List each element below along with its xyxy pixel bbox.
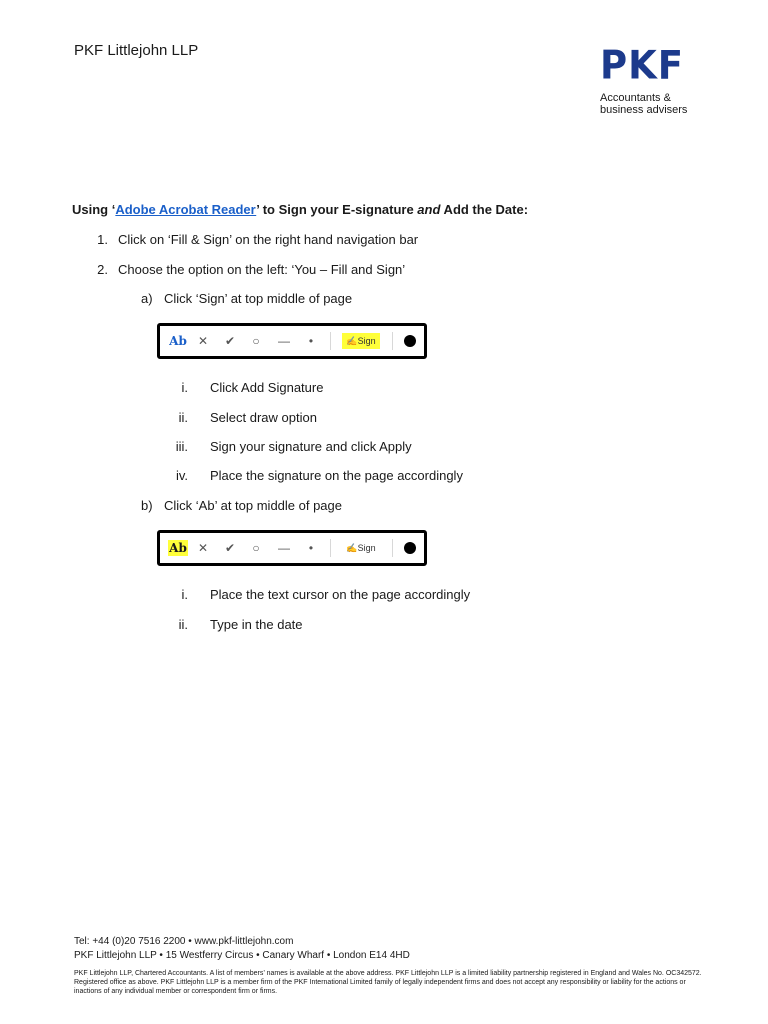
pkf-logo <box>600 42 700 116</box>
step-number: 2. <box>97 262 108 277</box>
small-dot-icon[interactable]: • <box>308 541 314 555</box>
fill-sign-toolbar-text <box>157 530 427 566</box>
item-number: ii. <box>178 410 188 425</box>
substep-text: Click ‘Ab’ at top middle of page <box>164 498 343 513</box>
item-number: i. <box>181 380 188 395</box>
small-dot-icon[interactable]: • <box>308 334 314 348</box>
footer-contact <box>74 935 410 963</box>
heading-prefix: Using ‘ <box>72 202 116 217</box>
color-dot-icon[interactable] <box>404 335 416 347</box>
heading-suffix: Add the Date: <box>440 202 529 217</box>
page-heading <box>72 202 528 217</box>
signature-icon: ✍ <box>346 543 358 553</box>
sign-label: Sign <box>357 543 376 553</box>
substep-label: a) <box>141 291 153 306</box>
item-text: Type in the date <box>210 617 303 632</box>
item-text: Place the signature on the page accordingly <box>210 468 463 483</box>
logo-mark: PKF <box>600 42 685 89</box>
fill-sign-toolbar-sign <box>157 323 427 359</box>
item-text: Select draw option <box>210 410 317 425</box>
text-field-icon[interactable]: Ab <box>169 541 187 555</box>
item-text: Sign your signature and click Apply <box>210 439 412 454</box>
line-icon[interactable]: — <box>278 541 290 555</box>
step-text: Choose the option on the left: ‘You – Fill and Sign’ <box>118 262 406 277</box>
checkmark-icon[interactable]: ✔ <box>224 541 236 555</box>
logo-tagline-line2: business advisers <box>600 104 688 116</box>
sign-label: Sign <box>357 336 376 346</box>
line-icon[interactable]: — <box>278 334 290 348</box>
logo-tagline <box>600 92 700 116</box>
substep-label: b) <box>141 498 153 513</box>
signature-icon: ✍ <box>346 336 358 346</box>
toolbar-separator <box>392 332 393 350</box>
ellipse-icon[interactable]: ○ <box>252 541 260 555</box>
item-number: i. <box>181 587 188 602</box>
footer-legal: PKF Littlejohn LLP, Chartered Accountants. A list of members’ names is available at the above address. PKF Littlejohn LLP is a limited liability partnership registered in England and Wales No. OC342572. Registered office as above. PKF Littlejohn LLP is a member firm of the PKF International Limited family of legally independent firms and does not accept any responsibility or liability for the actions or inactions of any individual member or correspondent firm or firms. <box>74 970 702 995</box>
item-text: Place the text cursor on the page accordingly <box>210 587 471 602</box>
substep-text: Click ‘Sign’ at top middle of page <box>164 291 353 306</box>
color-dot-icon[interactable] <box>404 542 416 554</box>
toolbar-separator <box>330 332 331 350</box>
footer-phone-web: Tel: +44 (0)20 7516 2200 • www.pkf-littlejohn.com <box>74 936 294 947</box>
item-number: iii. <box>175 439 188 454</box>
sign-button[interactable] <box>342 333 380 349</box>
item-number: iv. <box>175 468 188 483</box>
footer-address: PKF Littlejohn LLP • 15 Westferry Circus • Canary Wharf • London E14 4HD <box>74 950 410 961</box>
step-text: Click on ‘Fill & Sign’ on the right hand navigation bar <box>118 232 419 247</box>
toolbar-separator <box>392 539 393 557</box>
step-number: 1. <box>97 232 108 247</box>
checkmark-icon[interactable]: ✔ <box>224 334 236 348</box>
sign-button[interactable] <box>342 540 380 556</box>
heading-italic: and <box>417 202 441 217</box>
item-number: ii. <box>178 617 188 632</box>
cross-icon[interactable]: ✕ <box>197 541 209 555</box>
toolbar-separator <box>330 539 331 557</box>
heading-middle: ’ to Sign your E-signature <box>256 202 418 217</box>
ellipse-icon[interactable]: ○ <box>252 334 260 348</box>
cross-icon[interactable]: ✕ <box>197 334 209 348</box>
logo-tagline-line1: Accountants & <box>600 92 671 104</box>
text-field-icon[interactable]: Ab <box>169 334 187 348</box>
item-text: Click Add Signature <box>210 380 324 395</box>
company-name: PKF Littlejohn LLP <box>74 42 199 59</box>
adobe-acrobat-reader-link[interactable]: Adobe Acrobat Reader <box>115 202 257 217</box>
